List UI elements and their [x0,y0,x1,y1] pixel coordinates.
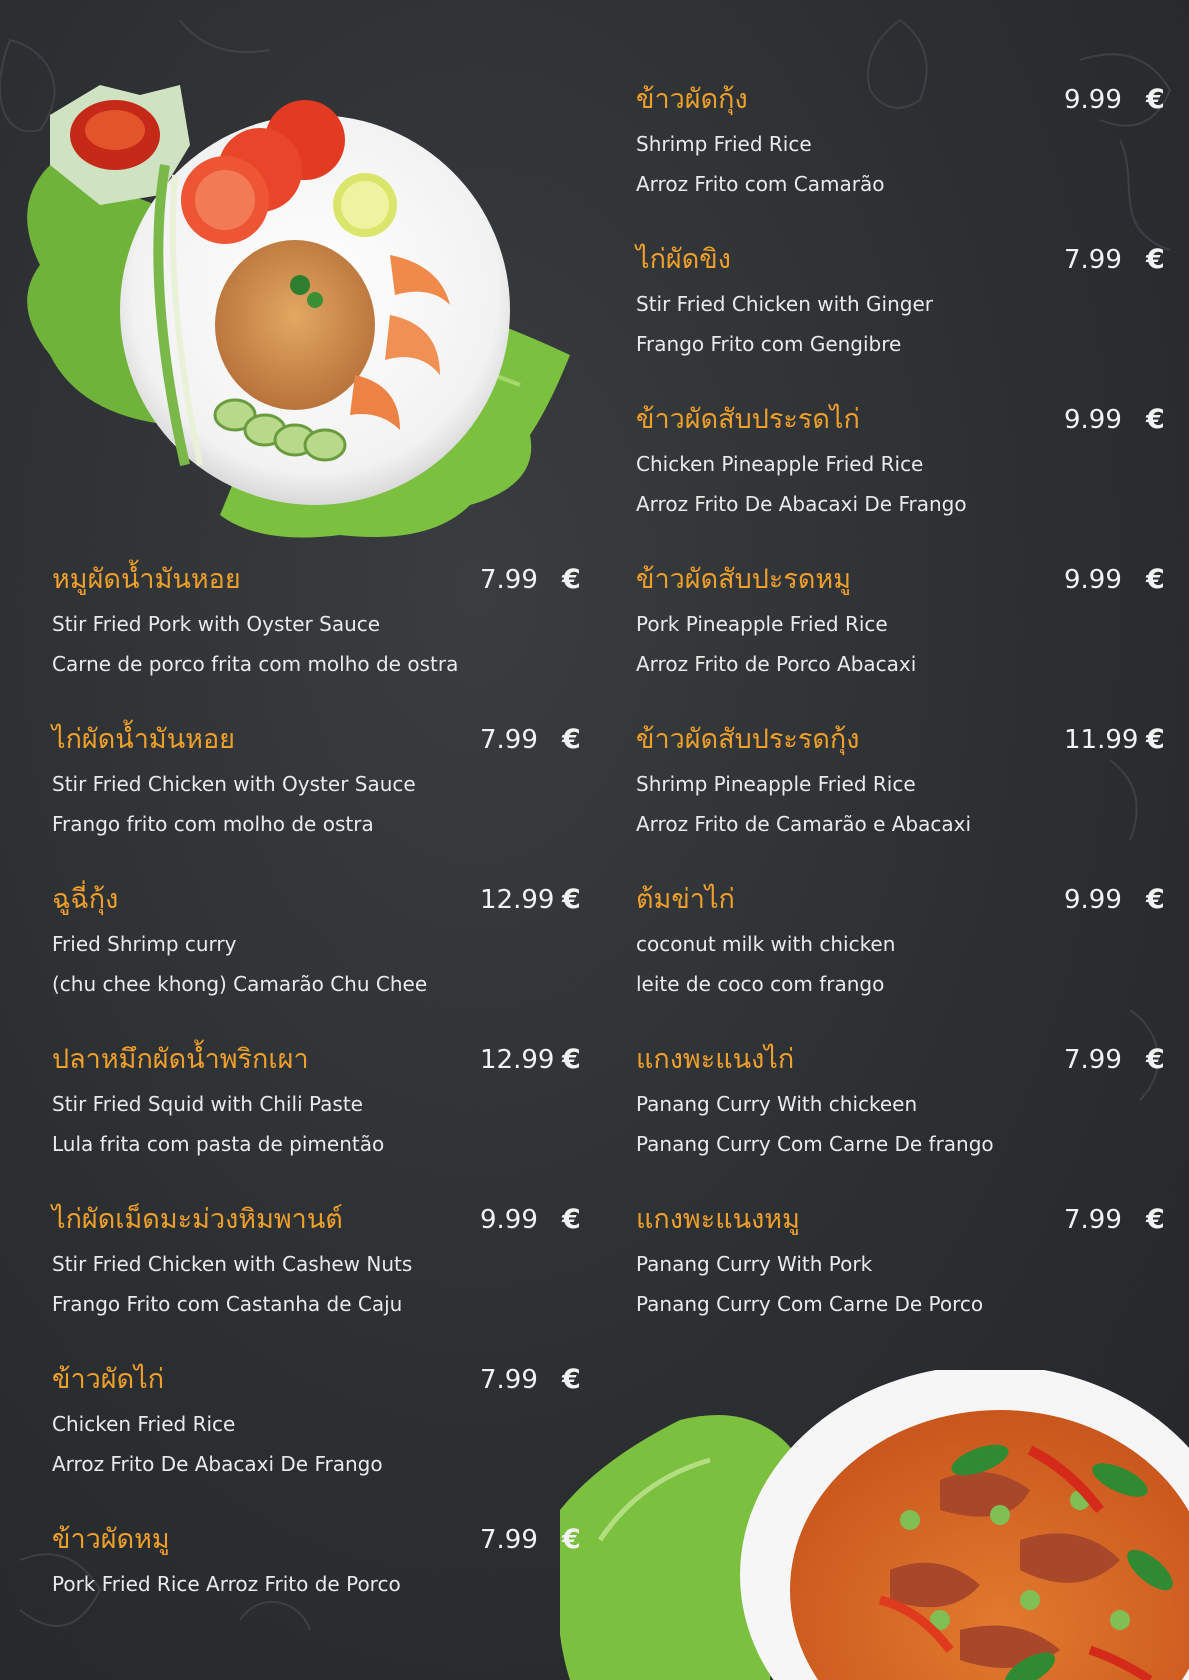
euro-icon: € [1146,1204,1165,1235]
panang-curry-bowl-photo [560,1370,1189,1680]
dish-portuguese-name: Frango frito com molho de ostra [52,812,374,836]
dish-english-name: Stir Fried Chicken with Oyster Sauce [52,772,416,796]
menu-item [52,1042,612,1182]
dish-portuguese-name: Arroz Frito de Porco Abacaxi [636,652,917,676]
fried-rice-plate-photo [10,45,570,555]
dish-price: 7.99 [1064,1205,1122,1235]
menu-item [636,82,1189,222]
dish-thai-name: ข้าวผัดกุ้ง [636,84,748,115]
menu-item [52,882,612,1022]
euro-icon: € [1146,1044,1165,1075]
euro-icon: € [1146,564,1165,595]
dish-thai-name: ข้าวผัดสับปะรดหมู [636,564,852,595]
dish-english-name: Chicken Pineapple Fried Rice [636,452,924,476]
dish-english-name: Stir Fried Squid with Chili Paste [52,1092,363,1116]
dish-price: 9.99 [1064,85,1122,115]
menu-item [636,1202,1189,1342]
dish-english-name: Shrimp Fried Rice [636,132,812,156]
menu-item [52,562,612,702]
dish-portuguese-name: Panang Curry Com Carne De frango [636,1132,994,1156]
euro-icon: € [562,1524,581,1555]
dish-price: 7.99 [480,725,538,755]
dish-price: 9.99 [1064,405,1122,435]
dish-portuguese-name: Arroz Frito com Camarão [636,172,885,196]
dish-english-name: Stir Fried Chicken with Ginger [636,292,934,316]
dish-thai-name: แกงพะแนงหมู [636,1204,800,1235]
euro-icon: € [562,1044,581,1075]
euro-icon: € [1146,244,1165,275]
dish-thai-name: หมูผัดน้ำมันหอย [52,564,241,595]
dish-english-name: Shrimp Pineapple Fried Rice [636,772,916,796]
menu-item [52,1522,612,1662]
euro-icon: € [562,1364,581,1395]
dish-portuguese-name: Lula frita com pasta de pimentão [52,1132,385,1156]
menu-item [636,242,1189,382]
dish-portuguese-name: Arroz Frito De Abacaxi De Frango [52,1452,383,1476]
dish-english-name: Pork Pineapple Fried Rice [636,612,888,636]
menu-item [52,722,612,862]
dish-english-name: Panang Curry With chickeen [636,1092,918,1116]
euro-icon: € [1146,404,1165,435]
dish-price: 7.99 [480,565,538,595]
dish-thai-name: ข้าวผัดสับประรดไก่ [636,404,860,435]
menu-item [52,1362,612,1502]
dish-portuguese-name: Frango Frito com Gengibre [636,332,902,356]
dish-thai-name: ข้าวผัดสับประรดกุ้ง [636,724,860,755]
dish-english-name: Panang Curry With Pork [636,1252,873,1276]
dish-english-name: Stir Fried Pork with Oyster Sauce [52,612,381,636]
dish-price: 9.99 [1064,565,1122,595]
dish-thai-name: ข้าวผัดไก่ [52,1364,165,1395]
dish-thai-name: ไก่ผัดขิง [636,244,731,275]
euro-icon: € [562,884,581,915]
dish-price: 12.99 [480,885,555,915]
dish-portuguese-name: Frango Frito com Castanha de Caju [52,1292,403,1316]
dish-english-name: Fried Shrimp curry [52,932,237,956]
dish-portuguese-name: (chu chee khong) Camarão Chu Chee [52,972,428,996]
dish-price: 7.99 [1064,1045,1122,1075]
menu-item [636,402,1189,542]
euro-icon: € [562,724,581,755]
dish-price: 7.99 [1064,245,1122,275]
dish-price: 12.99 [480,1045,555,1075]
dish-portuguese-name: Carne de porco frita com molho de ostra [52,652,459,676]
dish-thai-name: ต้มข่าไก่ [636,884,735,915]
dish-thai-name: ปลาหมึกผัดน้ำพริกเผา [52,1044,309,1075]
euro-icon: € [562,564,581,595]
dish-thai-name: ข้าวผัดหมู [52,1524,170,1555]
dish-price: 7.99 [480,1525,538,1555]
dish-thai-name: ฉูฉี่กุ้ง [52,884,119,915]
euro-icon: € [1146,84,1165,115]
dish-portuguese-name: Arroz Frito De Abacaxi De Frango [636,492,967,516]
menu-item [636,562,1189,702]
dish-english-name: Pork Fried Rice Arroz Frito de Porco [52,1572,401,1596]
dish-price: 7.99 [480,1365,538,1395]
euro-icon: € [1146,724,1165,755]
menu-item [636,1042,1189,1182]
dish-english-name: coconut milk with chicken [636,932,896,956]
dish-portuguese-name: Arroz Frito de Camarão e Abacaxi [636,812,972,836]
euro-icon: € [1146,884,1165,915]
dish-thai-name: ไก่ผัดเม็ดมะม่วงหิมพานต์ [52,1204,343,1235]
dish-portuguese-name: leite de coco com frango [636,972,885,996]
dish-portuguese-name: Panang Curry Com Carne De Porco [636,1292,984,1316]
dish-price: 11.99 [1064,725,1139,755]
dish-price: 9.99 [1064,885,1122,915]
dish-english-name: Stir Fried Chicken with Cashew Nuts [52,1252,413,1276]
menu-item [636,882,1189,1022]
menu-item [636,722,1189,862]
dish-thai-name: ไก่ผัดน้ำมันหอย [52,724,235,755]
euro-icon: € [562,1204,581,1235]
dish-english-name: Chicken Fried Rice [52,1412,236,1436]
dish-thai-name: แกงพะแนงไก่ [636,1044,795,1075]
dish-price: 9.99 [480,1205,538,1235]
menu-item [52,1202,612,1342]
